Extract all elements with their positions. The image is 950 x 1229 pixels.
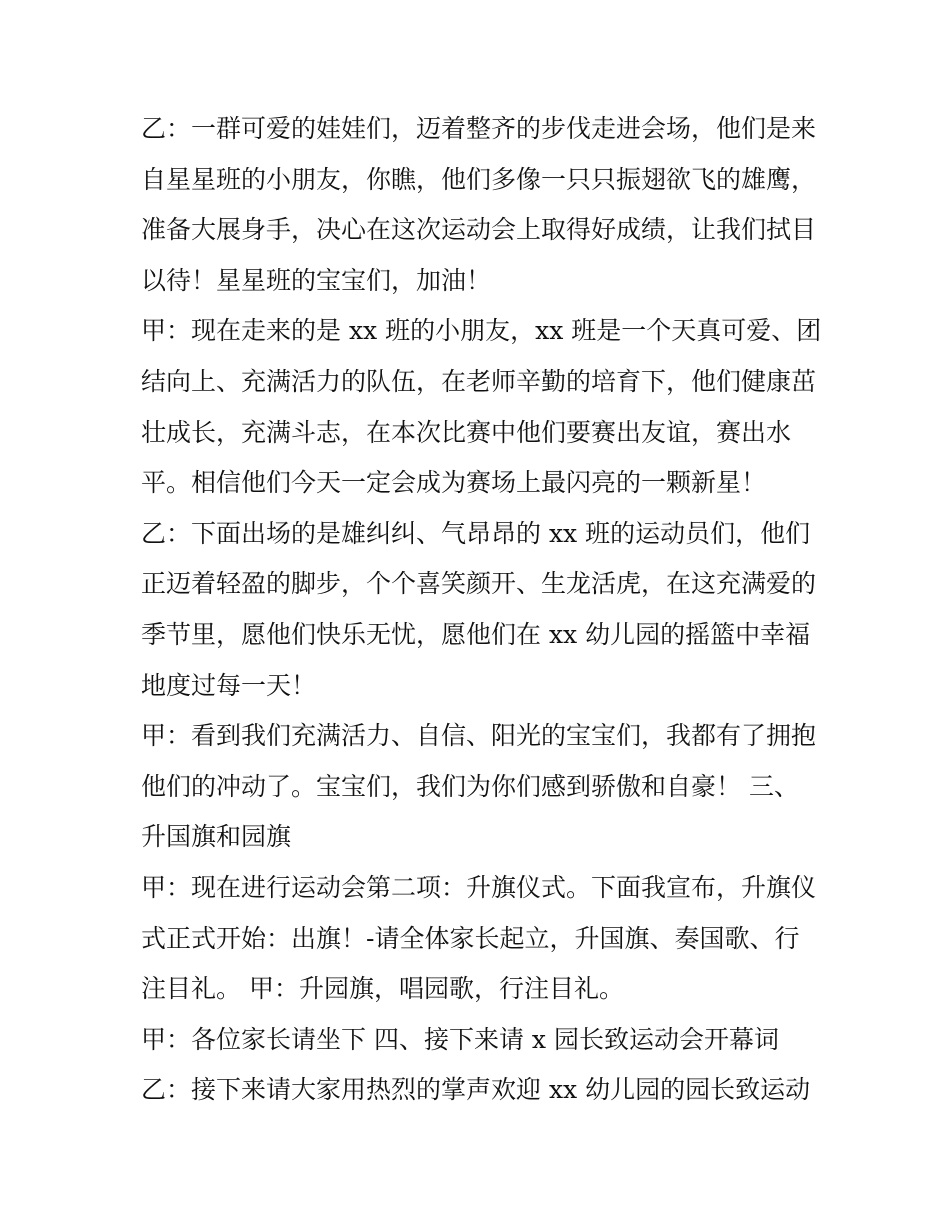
text-line: 以待！星星班的宝宝们，加油！ — [141, 265, 492, 295]
text-line: 地度过每一天！ — [141, 670, 317, 700]
text-line: 季节里，愿他们快乐无忧，愿他们在 xx 幼儿园的摇篮中幸福 — [141, 619, 811, 649]
text-line: 甲：看到我们充满活力、自信、阳光的宝宝们，我都有了拥抱 — [141, 721, 817, 751]
text-line: 甲：现在走来的是 xx 班的小朋友，xx 班是一个天真可爱、团 — [141, 316, 822, 346]
text-line: 平。相信他们今天一定会成为赛场上最闪亮的一颗新星！ — [141, 468, 767, 498]
text-line: 正迈着轻盈的脚步，个个喜笑颜开、生龙活虎，在这充满爱的 — [141, 569, 817, 599]
text-line: 甲：现在进行运动会第二项：升旗仪式。下面我宣布，升旗仪 — [141, 872, 817, 902]
text-line: 升国旗和园旗 — [141, 822, 292, 852]
text-line: 结向上、充满活力的队伍，在老师辛勤的培育下，他们健康茁 — [141, 366, 817, 396]
text-line: 乙：接下来请大家用热烈的掌声欢迎 xx 幼儿园的园长致运动 — [141, 1075, 811, 1105]
document-body — [141, 104, 821, 1116]
text-line: 注目礼。 甲：升园旗，唱园歌，行注目礼。 — [141, 974, 624, 1004]
text-line: 准备大展身手，决心在这次运动会上取得好成绩，让我们拭目 — [141, 215, 817, 245]
text-line: 乙：一群可爱的娃娃们，迈着整齐的步伐走进会场，他们是来 — [141, 114, 817, 143]
text-line: 壮成长，充满斗志，在本次比赛中他们要赛出友谊，赛出水 — [141, 417, 792, 447]
text-line: 甲：各位家长请坐下 四、接下来请 x 园长致运动会开幕词 — [141, 1024, 779, 1054]
text-line: 式正式开始：出旗！-请全体家长起立，升国旗、奏国歌、行 — [141, 923, 800, 953]
text-line: 乙：下面出场的是雄纠纠、气昂昂的 xx 班的运动员们，他们 — [141, 518, 811, 548]
text-line: 他们的冲动了。宝宝们，我们为你们感到骄傲和自豪！ 三、 — [141, 771, 799, 801]
text-line: 自星星班的小朋友，你瞧，他们多像一只只振翅欲飞的雄鹰， — [141, 164, 817, 194]
